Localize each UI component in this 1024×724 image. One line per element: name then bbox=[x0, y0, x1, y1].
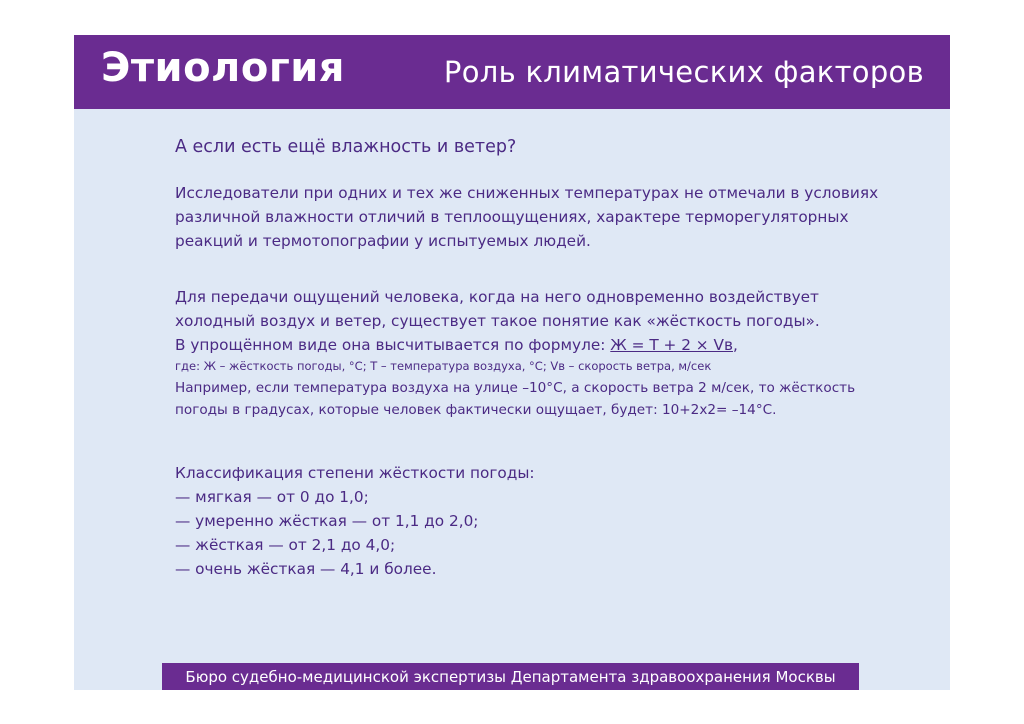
formula-line bbox=[175, 333, 885, 357]
question-heading: А если есть ещё влажность и ветер? bbox=[175, 137, 517, 157]
paragraph-humidity: Исследователи при одних и тех же сниженных температурах не отмечали в условиях различной влажности отличий в теплоощущениях, характере терморегуляторных реакций и термотопографии у испытуемых людей. bbox=[175, 184, 879, 250]
slide bbox=[74, 35, 950, 690]
classification-title: Классификация степени жёсткости погоды: bbox=[175, 464, 535, 482]
example-paragraph: Например, если температура воздуха на улице –10°С, а скорость ветра 2 м/сек, то жёсткость погоды в градусах, которые человек фактически ощущает, будет: 10+2х2= –14°С. bbox=[175, 380, 856, 418]
header-bar bbox=[74, 35, 950, 109]
list-item: — мягкая — от 0 до 1,0; bbox=[175, 488, 369, 506]
list-item: — очень жёсткая — 4,1 и более. bbox=[175, 560, 437, 578]
formula: Ж = Т + 2 × Vв bbox=[610, 336, 733, 354]
list-item: — жёсткая — от 2,1 до 4,0; bbox=[175, 536, 396, 554]
page-title: Этиология bbox=[101, 45, 345, 91]
classification-list bbox=[175, 485, 885, 581]
formula-tail: , bbox=[732, 336, 738, 354]
paragraph-wind-chill: Для передачи ощущений человека, когда на него одновременно воздействует холодный воздух и ветер, существует такое понятие как «жёсткость погоды». bbox=[175, 288, 820, 330]
content-body bbox=[175, 135, 885, 581]
formula-legend: где: Ж – жёсткость погоды, °С; Т – температура воздуха, °С; Vв – скорость ветра, м/сек bbox=[175, 359, 712, 373]
list-item: — умеренно жёсткая — от 1,1 до 2,0; bbox=[175, 512, 479, 530]
formula-intro: В упрощённом виде она высчитывается по формуле: bbox=[175, 336, 611, 354]
page-subtitle: Роль климатических факторов bbox=[443, 55, 924, 89]
footer-banner: Бюро судебно-медицинской экспертизы Департамента здравоохранения Москвы bbox=[162, 663, 859, 690]
